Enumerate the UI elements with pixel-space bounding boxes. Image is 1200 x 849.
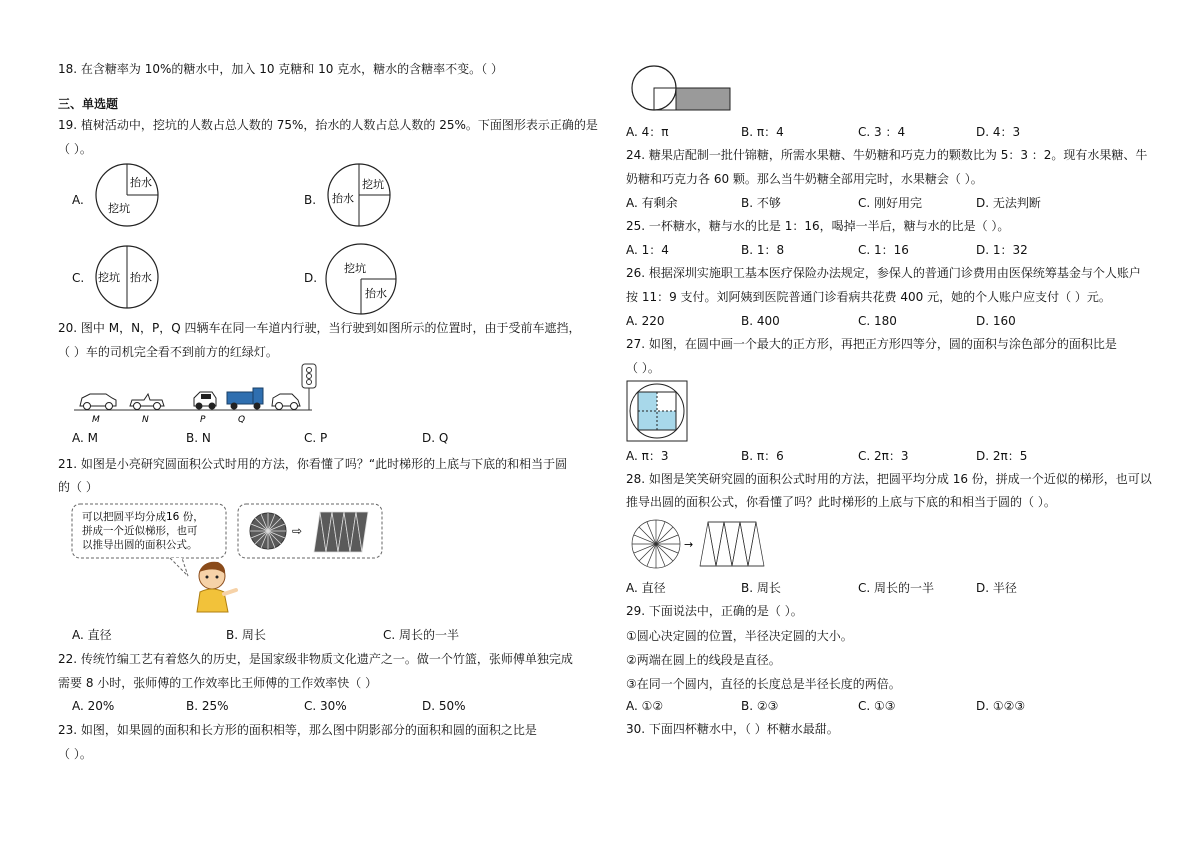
q29-statement-1: ①圆心决定圆的位置，半径决定圆的大小。 [626, 629, 853, 643]
bubble-line-3: 以推导出圆的面积公式。 [82, 539, 198, 551]
q19-pie-c [94, 244, 160, 310]
q27-option-b[interactable]: B. π：6 [741, 449, 784, 463]
q26-option-a[interactable]: A. 220 [626, 314, 665, 328]
q19-option-c-label[interactable]: C. [72, 271, 85, 285]
q29-option-a[interactable]: A. ①② [626, 699, 664, 713]
q27-option-a[interactable]: A. π：3 [626, 449, 669, 463]
car-n-icon [130, 394, 164, 410]
q30-text: 30. 下面四杯糖水中，（ ）杯糖水最甜。 [626, 722, 839, 736]
q24-option-b[interactable]: B. 不够 [741, 196, 781, 210]
q20-option-a[interactable]: A. M [72, 431, 98, 445]
q22-option-a[interactable]: A. 20% [72, 699, 115, 713]
pie-a-dig-label: 挖坑 [108, 202, 130, 215]
bubble-line-2: 拼成一个近似梯形，也可 [82, 525, 198, 537]
sector-circle-icon [632, 520, 680, 568]
section-heading: 三、单选题 [58, 97, 119, 111]
q23-circle-rect-figure [628, 64, 734, 114]
q24-text: 24. 糖果店配制一批什锦糖，所需水果糖、牛奶糖和巧克力的颗数比为 5：3 ：2。现有水果糖、牛 [626, 148, 1148, 162]
q19-option-d-label[interactable]: D. [304, 271, 318, 285]
q28-option-b[interactable]: B. 周长 [741, 581, 781, 595]
pie-d-dig-label: 挖坑 [344, 262, 366, 275]
q29-option-c[interactable]: C. ①③ [858, 699, 896, 713]
q28-option-c[interactable]: C. 周长的一半 [858, 581, 935, 595]
trapezoid-icon [314, 512, 368, 552]
q26-text-cont: 按 11：9 支付。刘阿姨到医院普通门诊看病共花费 400 元，她的个人账户应支付（ ）元。 [626, 290, 1111, 304]
car-p-icon [194, 392, 216, 410]
car-label-p: P [200, 415, 206, 425]
q26-text: 26. 根据深圳实施职工基本医疗保险办法规定，参保人的普通门诊费用由医保统筹基金与个人账户 [626, 266, 1141, 280]
q29-option-d[interactable]: D. ①②③ [976, 699, 1026, 713]
q23-text-cont: （ ）。 [58, 747, 92, 761]
q22-text-cont: 需要 8 小时，张师傅的工作效率比王师傅的工作效率快（ ） [58, 676, 378, 690]
pie-c-dig-label: 挖坑 [98, 271, 120, 284]
q21-option-a[interactable]: A. 直径 [72, 628, 112, 642]
q23-option-d[interactable]: D. 4：3 [976, 125, 1021, 139]
q29-statement-2: ②两端在圆上的线段是直径。 [626, 653, 781, 667]
pie-b-carry-label: 抬水 [332, 192, 354, 205]
q20-option-c[interactable]: C. P [304, 431, 328, 445]
q23-text: 23. 如图，如果圆的面积和长方形的面积相等，那么图中阴影部分的面积和圆的面积之比是 [58, 723, 537, 737]
pie-a-carry-label: 抬水 [130, 176, 152, 189]
q25-option-d[interactable]: D. 1：32 [976, 243, 1028, 257]
trapezoid-outline-icon [700, 522, 764, 566]
q21-option-c[interactable]: C. 周长的一半 [383, 628, 460, 642]
q20-text-cont: （ ）车的司机完全看不到前方的红绿灯。 [58, 345, 278, 359]
q18-text: 18. 在含糖率为 10%的糖水中，加入 10 克糖和 10 克水，糖水的含糖率不变。（ ） [58, 62, 503, 76]
q27-text-cont: （ ）。 [626, 361, 660, 375]
car-label-q: Q [238, 415, 246, 425]
car-label-m: M [92, 415, 100, 425]
q22-text: 22. 传统竹编工艺有着悠久的历史，是国家级非物质文化遗产之一。做一个竹篮，张师傅单独完成 [58, 652, 573, 666]
q21-text: 21. 如图是小亮研究圆面积公式时用的方法，你看懂了吗？“此时梯形的上底与下底的和相当于圆 [58, 457, 568, 471]
q22-option-d[interactable]: D. 50% [422, 699, 466, 713]
q21-figure [70, 500, 386, 618]
traffic-light-icon [302, 364, 316, 410]
q29-statement-3: ③在同一个圆内，直径的长度总是半径长度的两倍。 [626, 677, 901, 691]
q20-cars-figure [72, 360, 322, 426]
q28-text-cont: 推导出圆的面积公式，你看懂了吗？此时梯形的上底与下底的和相当于圆的（ ）。 [626, 495, 1056, 509]
q23-option-a[interactable]: A. 4：π [626, 125, 669, 139]
q28-text: 28. 如图是笑笑研究圆的面积公式时用的方法，把圆平均分成 16 份，拼成一个近似的梯形，也可以 [626, 472, 1152, 486]
q25-text: 25. 一杯糖水，糖与水的比是 1：16，喝掉一半后，糖与水的比是（ ）。 [626, 219, 1010, 233]
q24-text-cont: 奶糖和巧克力各 60 颗。那么当牛奶糖全部用完时，水果糖会（ ）。 [626, 172, 983, 186]
q28-figure [630, 516, 770, 572]
q21-text-cont: 的（ ） [58, 480, 98, 494]
fan-circle-icon [250, 513, 286, 549]
q19-pie-b [326, 162, 392, 228]
pie-d-carry-label: 抬水 [365, 287, 387, 300]
q19-option-b-label[interactable]: B. [304, 193, 317, 207]
boy-character-icon [197, 562, 236, 612]
arrow-right-icon: ⇨ [292, 524, 303, 538]
q25-option-c[interactable]: C. 1：16 [858, 243, 909, 257]
q28-option-d[interactable]: D. 半径 [976, 581, 1017, 595]
q23-option-b[interactable]: B. π：4 [741, 125, 784, 139]
q19-text: 19. 植树活动中，挖坑的人数占总人数的 75%，抬水的人数占总人数的 25%。下面图形表示正确的是 [58, 118, 598, 132]
q26-option-d[interactable]: D. 160 [976, 314, 1016, 328]
q29-text: 29. 下面说法中，正确的是（ ）。 [626, 604, 803, 618]
car-m-icon [80, 394, 116, 410]
q22-option-c[interactable]: C. 30% [304, 699, 347, 713]
arrow-icon: → [684, 538, 694, 551]
q28-option-a[interactable]: A. 直径 [626, 581, 666, 595]
bubble-line-1: 可以把圆平均分成16 份， [82, 511, 204, 523]
q29-option-b[interactable]: B. ②③ [741, 699, 779, 713]
q19-text-cont: （ ）。 [58, 142, 92, 156]
q25-option-a[interactable]: A. 1：4 [626, 243, 669, 257]
q20-option-d[interactable]: D. Q [422, 431, 449, 445]
pie-b-dig-label: 挖坑 [362, 178, 384, 191]
q20-option-b[interactable]: B. N [186, 431, 211, 445]
q27-text: 27. 如图，在圆中画一个最大的正方形，再把正方形四等分，圆的面积与涂色部分的面积比是 [626, 337, 1117, 351]
truck-q-icon [227, 388, 263, 410]
q22-option-b[interactable]: B. 25% [186, 699, 229, 713]
q26-option-b[interactable]: B. 400 [741, 314, 780, 328]
q27-option-d[interactable]: D. 2π：5 [976, 449, 1028, 463]
q21-option-b[interactable]: B. 周长 [226, 628, 266, 642]
q19-pie-d [324, 242, 398, 316]
q19-pie-a [94, 162, 160, 228]
q24-option-d[interactable]: D. 无法判断 [976, 196, 1041, 210]
q27-option-c[interactable]: C. 2π：3 [858, 449, 909, 463]
pie-c-carry-label: 抬水 [130, 271, 152, 284]
car-front-icon [272, 394, 300, 410]
q20-text: 20. 图中 M，N，P，Q 四辆车在同一车道内行驶，当行驶到如图所示的位置时，由于受前车遮挡， [58, 321, 581, 335]
q24-option-c[interactable]: C. 刚好用完 [858, 196, 923, 210]
q27-circle-square-figure [626, 380, 688, 442]
car-label-n: N [142, 415, 149, 425]
q26-option-c[interactable]: C. 180 [858, 314, 897, 328]
q24-option-a[interactable]: A. 有剩余 [626, 196, 678, 210]
q25-option-b[interactable]: B. 1：8 [741, 243, 785, 257]
q19-option-a-label[interactable]: A. [72, 193, 84, 207]
q23-option-c[interactable]: C. 3 ：4 [858, 125, 906, 139]
